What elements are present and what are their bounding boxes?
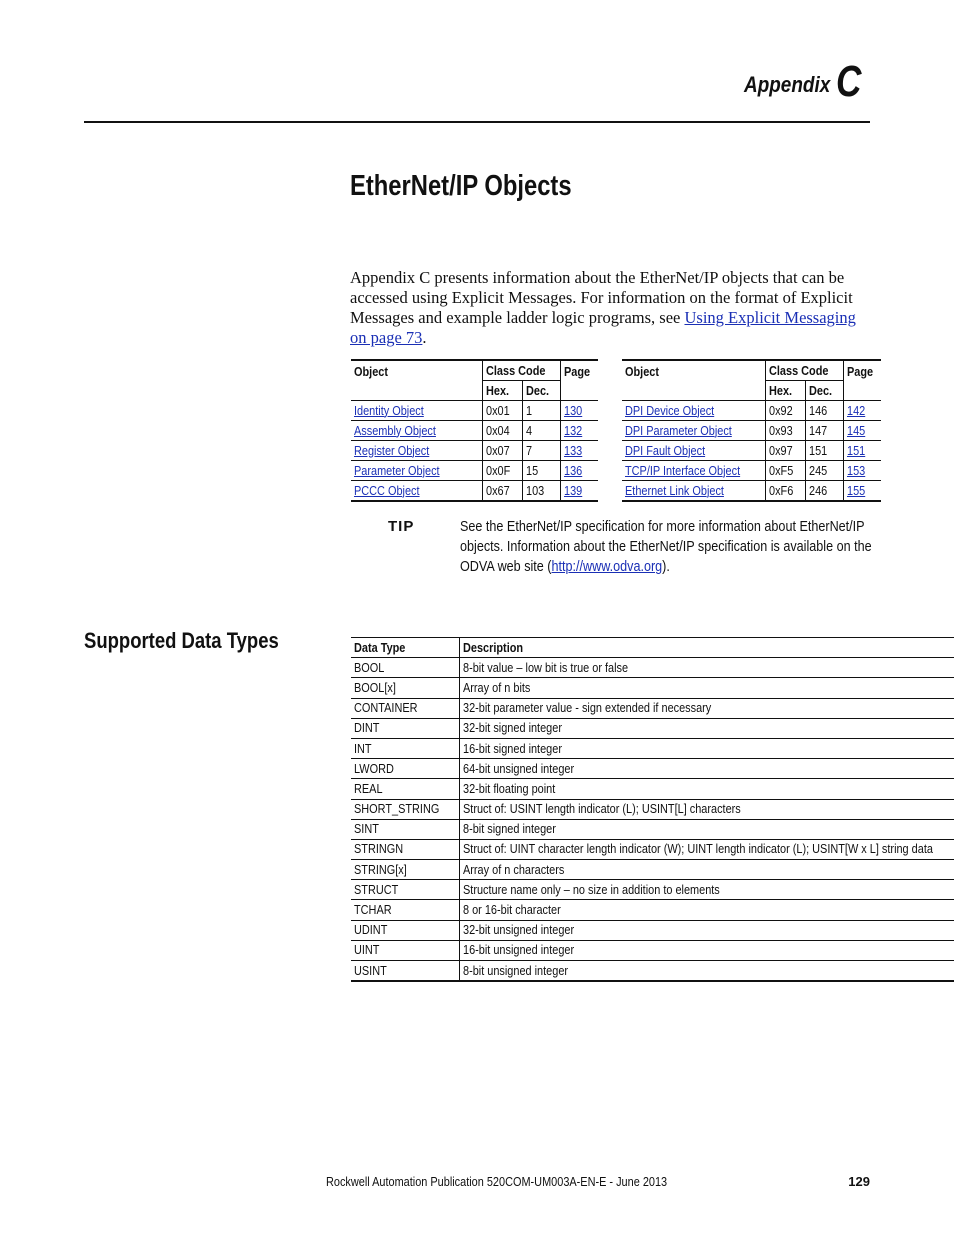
object-dec-cell [522, 481, 560, 502]
object-page-link-cell [843, 401, 881, 421]
data-type-description: 16-bit signed integer [462, 740, 562, 756]
data-type-description: 32-bit floating point [462, 780, 555, 796]
object-dec-cell [522, 461, 560, 481]
object-page-link[interactable]: 130 [563, 402, 582, 418]
data-type: TCHAR [354, 902, 392, 918]
data-type-description: Array of n characters [462, 861, 564, 877]
object-hex: 0x97 [769, 442, 793, 458]
col-dec: Dec. [805, 381, 843, 401]
object-link-cell [622, 461, 766, 481]
object-hex: 0x04 [485, 422, 510, 438]
data-type-cell [351, 759, 459, 779]
data-type-cell [351, 900, 459, 920]
table-row [622, 461, 881, 481]
table-row [351, 698, 954, 718]
data-type-cell [351, 819, 459, 839]
data-type-description: 8-bit unsigned integer [462, 962, 568, 978]
object-page-link[interactable]: 151 [846, 442, 866, 458]
table-row [622, 481, 881, 502]
object-link[interactable]: DPI Fault Object [625, 442, 706, 458]
col-data-type: Data Type [351, 638, 459, 658]
object-table-right [622, 359, 881, 502]
object-hex-cell [482, 421, 522, 441]
data-type-cell [351, 920, 459, 940]
page-title: EtherNet/IP Objects [350, 170, 572, 202]
table-row [351, 799, 954, 819]
col-page: Page [843, 360, 881, 401]
data-type-description: Array of n bits [462, 679, 530, 695]
data-type: INT [354, 740, 372, 756]
tip-label: TIP [388, 518, 415, 535]
tip-line-3-after: ). [662, 558, 670, 575]
object-hex: 0x07 [485, 442, 510, 458]
data-type-description-cell [459, 900, 954, 920]
object-link-cell [351, 461, 482, 481]
data-type-cell [351, 799, 459, 819]
table-row [622, 421, 881, 441]
tip-line-3 [460, 557, 804, 577]
object-link[interactable]: DPI Device Object [625, 402, 715, 418]
object-hex-cell [766, 461, 806, 481]
data-type-description: 32-bit signed integer [462, 720, 562, 736]
data-type: STRUCT [354, 881, 399, 897]
data-type-description-cell [459, 920, 954, 940]
data-type: BOOL[x] [354, 679, 396, 695]
data-type: DINT [354, 720, 380, 736]
data-type-description: 8-bit signed integer [462, 821, 556, 837]
object-dec-cell [522, 441, 560, 461]
object-page-link-cell [843, 441, 881, 461]
data-type-description: 32-bit parameter value - sign extended if necessary [462, 700, 711, 716]
object-hex: 0x67 [485, 482, 510, 498]
object-link-cell [622, 421, 766, 441]
table-row [351, 839, 954, 859]
table-row [351, 860, 954, 880]
data-type-description: 8 or 16-bit character [462, 902, 561, 918]
object-hex: 0xF6 [769, 482, 794, 498]
object-link[interactable]: Assembly Object [354, 422, 436, 438]
tip-text [460, 517, 870, 577]
object-hex-cell [482, 461, 522, 481]
col-hex: Hex. [482, 381, 522, 401]
table-row [622, 401, 881, 421]
data-type-description-cell [459, 738, 954, 758]
object-link[interactable]: Register Object [354, 442, 430, 458]
object-page-link-cell [560, 441, 598, 461]
object-dec: 147 [808, 422, 827, 438]
data-type-cell [351, 718, 459, 738]
object-hex-cell [766, 421, 806, 441]
data-type: CONTAINER [354, 700, 418, 716]
footer-publication: Rockwell Automation Publication 520COM-UM003A-EN-E - June 2013 [326, 1174, 668, 1189]
table-row [351, 401, 598, 421]
col-class-code: Class Code [766, 360, 844, 381]
object-page-link-cell [560, 461, 598, 481]
tip-line-1: See the EtherNet/IP specification for more information about EtherNet/IP [460, 518, 865, 535]
data-type: REAL [354, 780, 383, 796]
object-page-link-cell [843, 481, 881, 502]
table-row [351, 779, 954, 799]
object-hex-cell [482, 401, 522, 421]
object-dec-cell [805, 481, 843, 502]
appendix-letter: C [836, 57, 862, 106]
table-row [351, 759, 954, 779]
col-hex: Hex. [766, 381, 806, 401]
data-type-description-cell [459, 839, 954, 859]
data-type-description-cell [459, 819, 954, 839]
data-type-cell [351, 880, 459, 900]
object-hex: 0x0F [485, 462, 511, 478]
data-type-description: Struct of: USINT length indicator (L); USINT[L] characters [462, 801, 741, 817]
table-row [351, 940, 954, 960]
data-type-description: Structure name only – no size in addition to elements [462, 881, 720, 897]
object-link-cell [351, 441, 482, 461]
data-type-description: 64-bit unsigned integer [462, 760, 574, 776]
object-dec-cell [522, 421, 560, 441]
table-row [351, 678, 954, 698]
object-table-left [351, 359, 598, 502]
object-page-link-cell [560, 421, 598, 441]
object-page-link[interactable]: 136 [563, 462, 582, 478]
data-type-description-cell [459, 779, 954, 799]
object-page-link[interactable]: 145 [846, 422, 866, 438]
data-type-cell [351, 779, 459, 799]
object-dec: 1 [525, 402, 532, 418]
object-dec: 103 [525, 482, 544, 498]
data-type-description-cell [459, 698, 954, 718]
table-row [351, 819, 954, 839]
data-type-cell [351, 860, 459, 880]
data-type: STRING[x] [354, 861, 407, 877]
data-type-cell [351, 940, 459, 960]
object-dec: 7 [525, 442, 532, 458]
col-object: Object [351, 360, 482, 401]
object-rows-left [351, 401, 598, 502]
data-type-cell [351, 698, 459, 718]
table-row [622, 441, 881, 461]
table-row [351, 738, 954, 758]
object-hex: 0x01 [485, 402, 510, 418]
data-type-description: 8-bit value – low bit is true or false [462, 659, 628, 675]
object-hex-cell [766, 481, 806, 502]
object-page-link-cell [843, 461, 881, 481]
page-number: 129 [848, 1174, 870, 1189]
object-dec: 151 [808, 442, 827, 458]
object-page-link[interactable]: 132 [563, 422, 582, 438]
object-link-cell [351, 421, 482, 441]
object-link-cell [351, 401, 482, 421]
data-type-description-cell [459, 880, 954, 900]
tip-line-3-before: ODVA web site ( [460, 558, 552, 575]
object-page-link-cell [560, 481, 598, 502]
object-page-link[interactable]: 153 [846, 462, 866, 478]
object-dec-cell [805, 401, 843, 421]
object-hex: 0xF5 [769, 462, 794, 478]
data-type-description-cell [459, 961, 954, 982]
object-dec: 15 [525, 462, 538, 478]
explicit-messaging-link[interactable]: Using Explicit Messaging on page 73 [350, 308, 856, 347]
data-type-cell [351, 839, 459, 859]
data-type-description-cell [459, 759, 954, 779]
data-type-cell [351, 738, 459, 758]
object-page-link[interactable]: 142 [846, 402, 866, 418]
data-type: STRINGN [354, 841, 404, 857]
object-hex-cell [482, 481, 522, 502]
odva-link[interactable]: http://www.odva.org [551, 558, 663, 575]
object-rows-right [622, 401, 881, 502]
data-type-rows [351, 658, 954, 982]
object-link-cell [622, 481, 766, 502]
section-title: Supported Data Types [84, 628, 279, 653]
intro-text: Appendix C presents information about the EtherNet/IP objects that can be accessed using Explicit Messages. For information on the format of Explicit Messages and example ladder logic programs, see [350, 268, 853, 327]
data-type-description-cell [459, 658, 954, 678]
table-row [351, 961, 954, 982]
data-type-description-cell [459, 940, 954, 960]
data-type: SHORT_STRING [354, 801, 440, 817]
data-type: BOOL [354, 659, 385, 675]
data-type-description: 32-bit unsigned integer [462, 922, 574, 938]
col-description: Description [459, 638, 954, 658]
object-dec: 246 [808, 482, 827, 498]
data-type-cell [351, 658, 459, 678]
data-type: LWORD [354, 760, 394, 776]
object-hex-cell [766, 401, 806, 421]
data-type: UINT [354, 942, 380, 958]
table-row [351, 441, 598, 461]
data-type-cell [351, 961, 459, 982]
table-row [351, 481, 598, 502]
data-type-description: Struct of: UINT character length indicator (W); UINT length indicator (L); USINT[W x L] string data [462, 841, 933, 857]
data-type: USINT [354, 962, 387, 978]
object-dec-cell [805, 421, 843, 441]
col-dec: Dec. [522, 381, 560, 401]
object-link-cell [351, 481, 482, 502]
tip-line-2: objects. Information about the EtherNet/IP specification is available on the [460, 538, 872, 555]
table-row [351, 658, 954, 678]
object-hex-cell [766, 441, 806, 461]
table-row [351, 920, 954, 940]
object-link-cell [622, 401, 766, 421]
object-link[interactable]: Ethernet Link Object [625, 482, 724, 498]
table-row [351, 421, 598, 441]
object-dec: 245 [808, 462, 827, 478]
object-link[interactable]: DPI Parameter Object [625, 422, 732, 438]
data-type-description-cell [459, 678, 954, 698]
object-page-link[interactable]: 139 [563, 482, 582, 498]
table-row [351, 900, 954, 920]
data-type-description-cell [459, 799, 954, 819]
header-rule [84, 121, 870, 123]
appendix-heading [730, 57, 868, 106]
table-row [351, 880, 954, 900]
object-dec-cell [805, 461, 843, 481]
data-type-description-cell [459, 860, 954, 880]
table-row [351, 718, 954, 738]
col-class-code: Class Code [482, 360, 560, 381]
col-object: Object [622, 360, 766, 401]
object-dec-cell [805, 441, 843, 461]
col-page: Page [560, 360, 598, 401]
object-link[interactable]: Identity Object [354, 402, 424, 418]
object-link[interactable]: PCCC Object [354, 482, 420, 498]
object-page-link-cell [560, 401, 598, 421]
object-link[interactable]: TCP/IP Interface Object [625, 462, 741, 478]
table-row [351, 461, 598, 481]
object-page-link[interactable]: 133 [563, 442, 582, 458]
object-dec: 4 [525, 422, 532, 438]
object-dec-cell [522, 401, 560, 421]
data-type-description-cell [459, 718, 954, 738]
object-page-link[interactable]: 155 [846, 482, 866, 498]
intro-paragraph [350, 268, 860, 348]
object-hex-cell [482, 441, 522, 461]
object-hex: 0x92 [769, 402, 793, 418]
data-type-description: 16-bit unsigned integer [462, 942, 574, 958]
object-hex: 0x93 [769, 422, 793, 438]
data-type-cell [351, 678, 459, 698]
object-link-cell [622, 441, 766, 461]
data-type: UDINT [354, 922, 388, 938]
data-type: SINT [354, 821, 379, 837]
object-link[interactable]: Parameter Object [354, 462, 440, 478]
intro-after: . [422, 328, 427, 347]
data-types-table [351, 637, 954, 982]
object-page-link-cell [843, 421, 881, 441]
object-dec: 146 [808, 402, 827, 418]
appendix-word: Appendix [744, 72, 831, 97]
